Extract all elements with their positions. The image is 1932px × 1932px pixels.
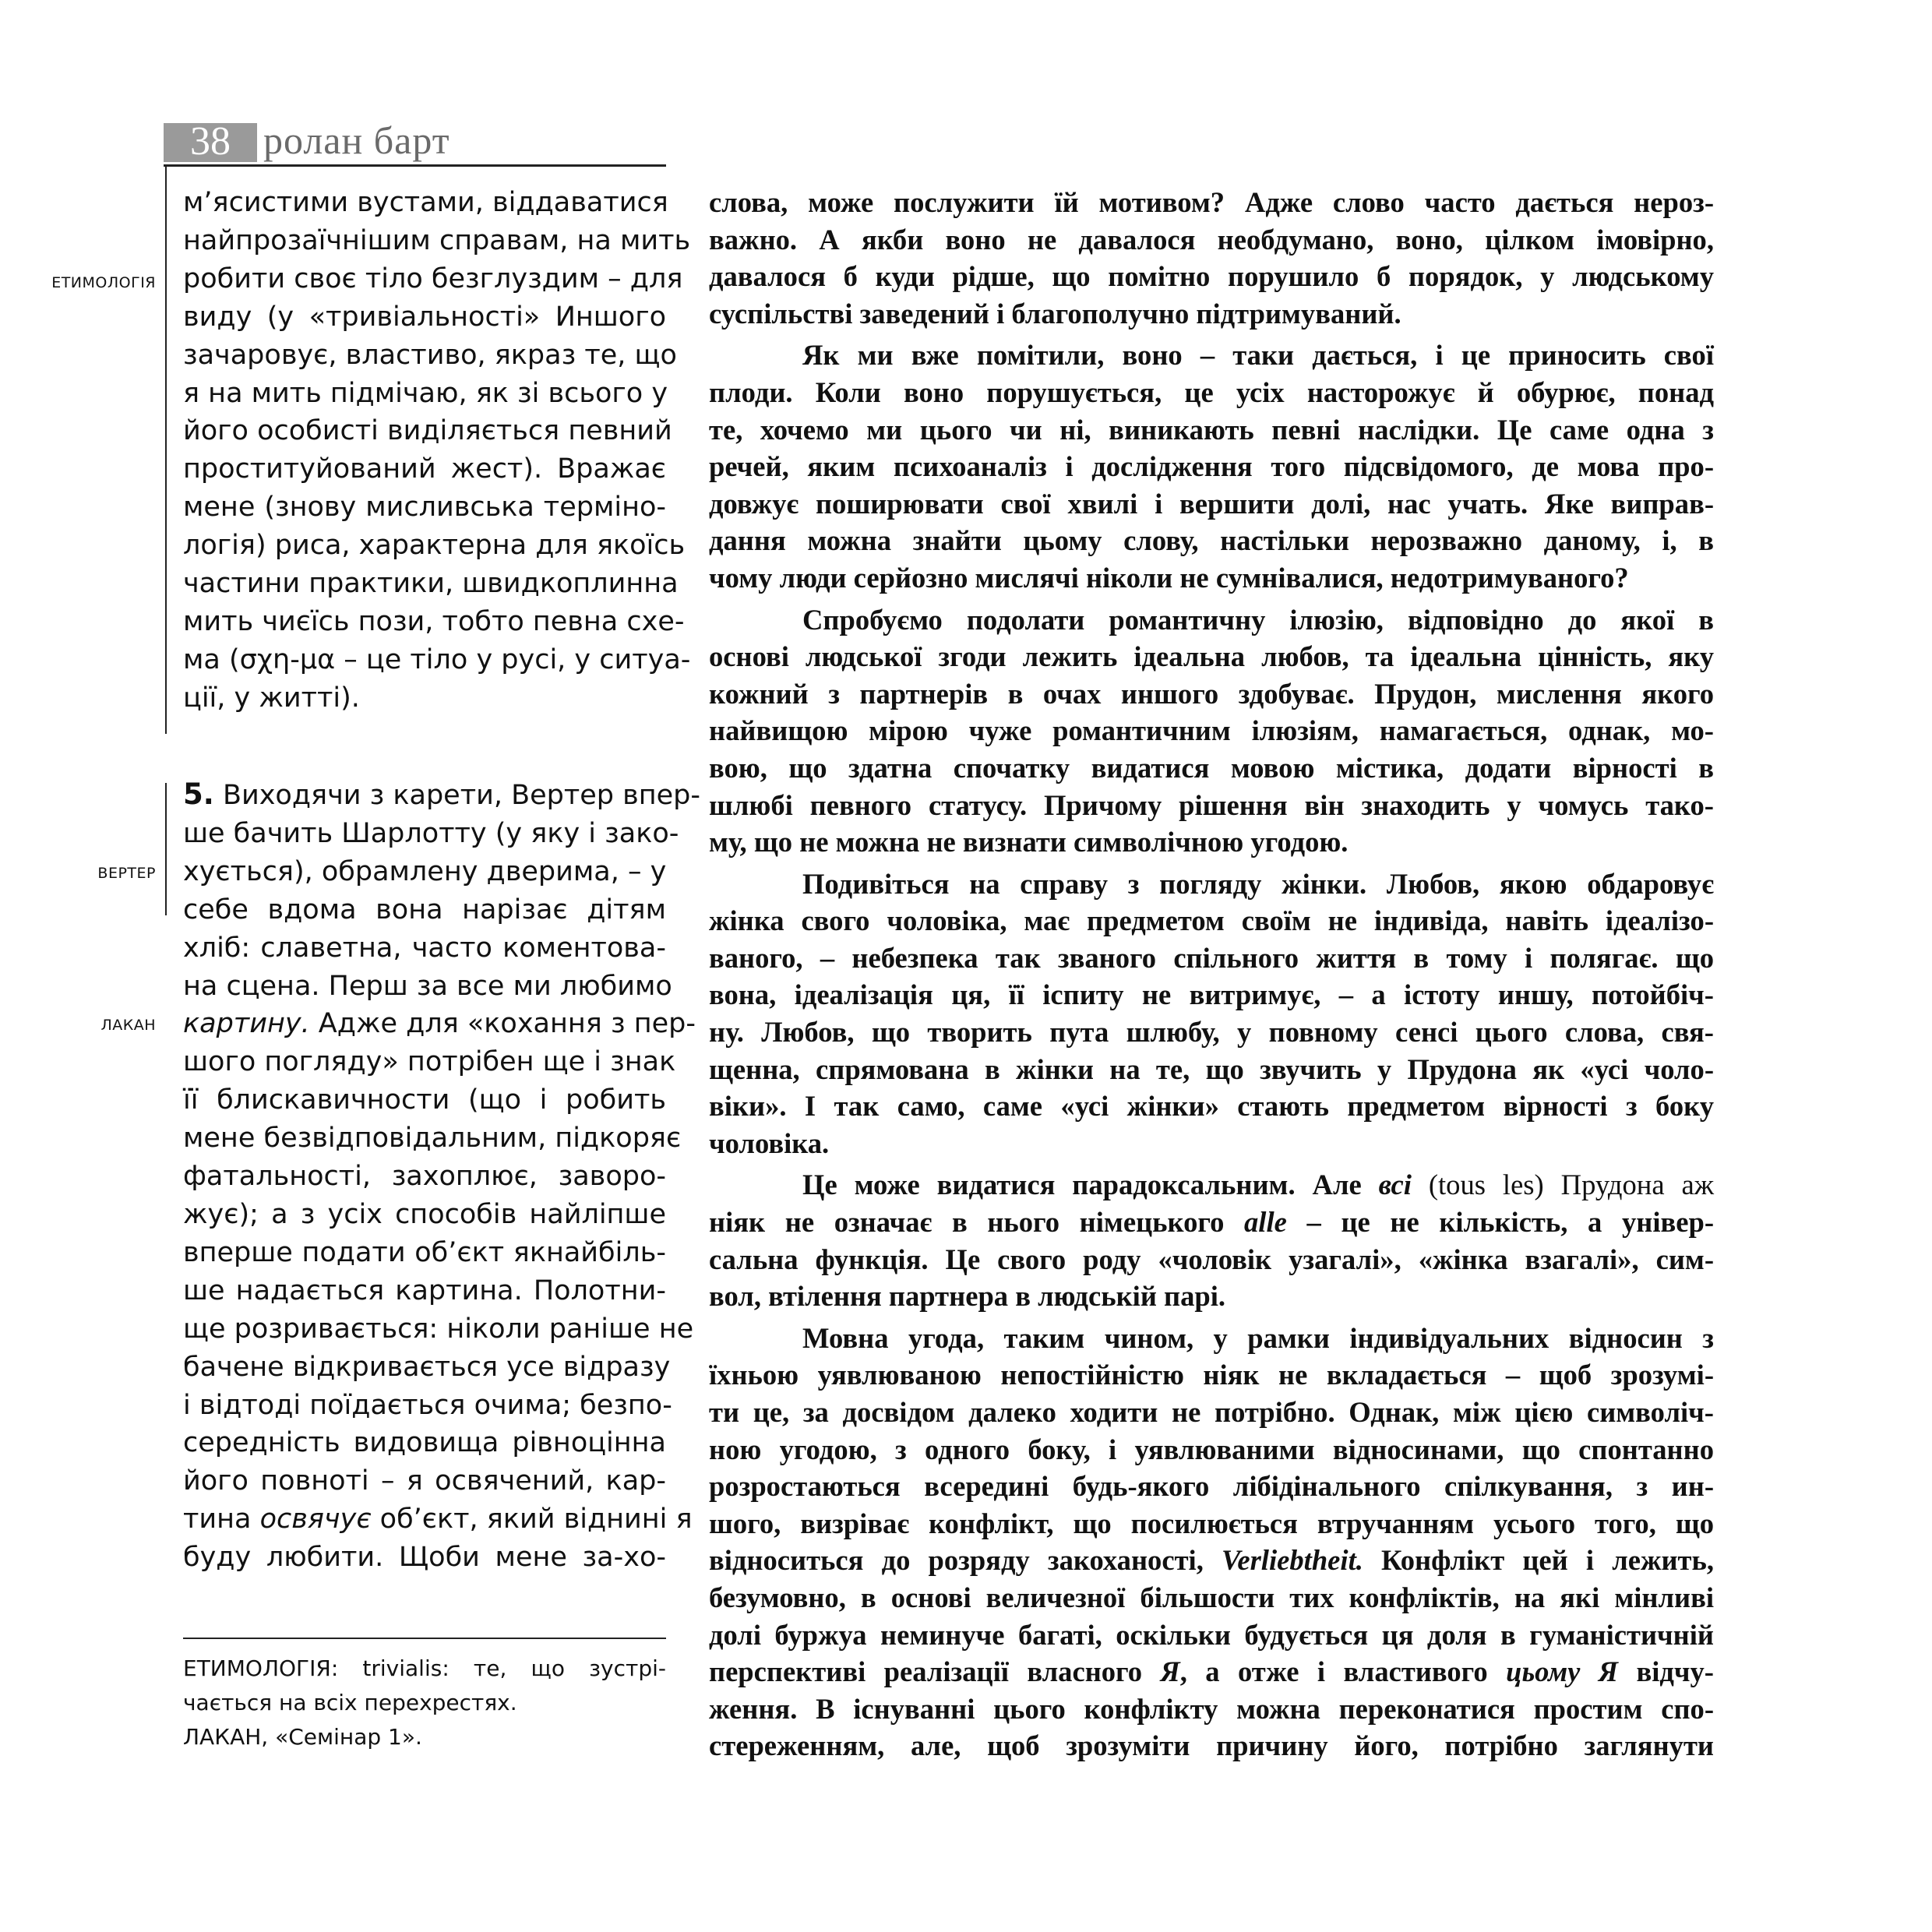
text-line: Як ми вже помітили, воно – таки дається, і це приносить свої: [802, 339, 1714, 372]
text-line: мене безвідповідальним, підкоряє: [183, 1123, 682, 1155]
text-line: хується), обрамлену дверима, – у: [183, 855, 667, 887]
left-paragraph-1: [183, 184, 691, 717]
text-line: ти це, за досвідом далеко ходити не потрібно. Однак, між цією символіч-: [709, 1396, 1714, 1428]
text-line: сальна функція. Це свого роду «чоловік узагалі», «жінка взагалі», сим-: [709, 1243, 1714, 1275]
margin-rule-top: [165, 165, 167, 734]
margin-note-etymology: ЕТИМОЛОГІЯ: [51, 274, 156, 291]
text-line: себе вдома вона нарізає дітям: [183, 894, 666, 925]
text-line: безумовно, в основі величезної більшости тих конфліктів, на які мінливі: [709, 1581, 1714, 1613]
text-line: вол, втілення партнера в людській парі.: [709, 1280, 1226, 1313]
text-line: важно. А якби воно не давалося необдумано, воно, цілком імовірно,: [709, 223, 1714, 256]
text-line: ною угодою, з одного боку, і уявлюваними відносинами, що спонтанно: [709, 1433, 1714, 1465]
text-line: їхньою уявлюваною непостійністю ніяк не вкладається – щоб зрозумі-: [709, 1359, 1714, 1391]
text-line: зачаровує, властиво, якраз те, що: [183, 339, 677, 371]
footnote-etymology-cont: чається на всіх перехрестях.: [183, 1690, 517, 1715]
text-line: віки». І так само, саме «усі жінки» стають предметом вірності з боку: [709, 1090, 1714, 1123]
footnote-etymology: ЕТИМОЛОГІЯ: trivialis: те, що зустрі-: [183, 1655, 666, 1681]
text-line: логія) риса, характерна для якоїсь: [183, 530, 686, 562]
text-line: мене (знову мисливська терміно-: [183, 492, 666, 524]
text-line: частини практики, швидкоплинна: [183, 568, 679, 600]
text-line: буду любити. Щоби мене за-хо-: [183, 1542, 666, 1574]
text-line: чоловіка.: [709, 1126, 830, 1159]
text-line: те, хочемо ми цього чи ні, виникають певні наслідки. Це саме одна з: [709, 413, 1714, 446]
text-line: вона, ідеалізація ця, її іспиту не витримує, – а істоту иншу, потойбіч-: [709, 978, 1714, 1011]
left-paragraph-2: [183, 776, 701, 1577]
text-line: суспільстві заведений і благополучно підтримуваний.: [709, 297, 1401, 330]
text-line: бачене відкривається усе відразу: [183, 1351, 671, 1383]
running-title: ролан барт: [263, 118, 450, 162]
text-line: ше бачить Шарлотту (у яку і зако-: [183, 817, 679, 849]
text-line: хліб: славетна, часто коментова-: [183, 932, 666, 964]
text-line: Мовна угода, таким чином, у рамки індивідуальних відносин з: [802, 1321, 1714, 1354]
right-paragraph-6: [709, 1320, 1714, 1765]
footnotes: [183, 1652, 666, 1754]
text-line: шого, визріває конфлікт, що посилюється втручанням усього того, що: [709, 1507, 1714, 1539]
text-line: шлюбі певного статусу. Причому рішення він знаходить у чомусь тако-: [709, 788, 1714, 821]
text-line: на сцена. Перш за все ми любимо: [183, 970, 672, 1002]
text-line: му, що не можна не визнати символічною угодою.: [709, 826, 1349, 858]
header-rule: [164, 164, 666, 167]
text-line: ції, у житті).: [183, 682, 360, 714]
text-line: 5. Виходячи з карети, Вертер впер-: [183, 777, 701, 811]
text-line: щенна, спрямована в жінки на те, що звучить у Прудона як «усі чоло-: [709, 1052, 1714, 1085]
text-line: Подивіться на справу з погляду жінки. Любов, якою обдаровує: [802, 867, 1714, 900]
text-line: долі буржуа неминуче багаті, оскільки будується ця доля в гуманістичній: [709, 1618, 1714, 1651]
text-line: ще розривається: ніколи раніше не: [183, 1313, 694, 1345]
text-line: я на мить підмічаю, як зі всього у: [183, 377, 668, 409]
text-line: жінка свого чоловіка, має предметом своїм не індивіда, навіть ідеалізо-: [709, 904, 1714, 937]
right-paragraph-3: [709, 601, 1714, 861]
text-line: найпрозаїчнішим справам, на мить: [183, 224, 691, 256]
text-line: ваного, – небезпека так званого спільного життя в тому і полягає. що: [709, 941, 1714, 974]
text-line: мить чиєїсь пози, тобто певна схе-: [183, 605, 685, 637]
margin-note-lacan: ЛАКАН: [100, 1017, 156, 1034]
text-line: картину. Адже для «кохання з пер-: [183, 1008, 696, 1040]
page-number: 38: [190, 119, 231, 164]
text-line: робити своє тіло безглуздим – для: [183, 263, 683, 294]
text-line: середність видовища рівноцінна: [183, 1427, 666, 1459]
text-line: його повноті – я освячений, кар-: [183, 1465, 666, 1497]
text-line: слова, може послужити їй мотивом? Адже слово часто дається нероз-: [709, 186, 1714, 218]
text-line: вперше подати об’єкт якнайбіль-: [183, 1236, 666, 1268]
text-line: шого погляду» потрібен ще і знак: [183, 1046, 676, 1078]
text-line: довжує поширювати свої хвилі і вершити долі, нас учать. Яке виправ-: [709, 487, 1714, 520]
text-line: ну. Любов, що творить пута шлюбу, у повному сенсі цього слова, свя-: [709, 1016, 1714, 1049]
text-line: плоди. Коли воно порушується, це усіх насторожує й обурює, понад: [709, 375, 1714, 408]
text-line: його особисті виділяється певний: [183, 415, 672, 447]
text-line: ма (σχη-μα – це тіло у русі, у ситуа-: [183, 643, 691, 675]
text-line: ніяк не означає в нього німецького alle – це не кількість, а універ-: [709, 1206, 1714, 1239]
margin-note-werther: ВЕРТЕР: [97, 865, 156, 882]
text-line: основі людської згоди лежить ідеальна любов, та ідеальна цінність, яку: [709, 640, 1714, 673]
text-line: найвищою мірою чуже романтичним ілюзіям, намагається, однак, мо-: [709, 714, 1714, 747]
footnote-lacan: ЛАКАН, «Семінар 1».: [183, 1724, 422, 1750]
text-line: речей, яким психоаналіз і дослідження того підсвідомого, де мова про-: [709, 450, 1714, 483]
text-line: давалося б куди рідше, що помітно порушило б порядок, у людському: [709, 260, 1714, 293]
text-line: відноситься до розряду закоханості, Verliebtheit. Конфлікт цей і лежить,: [709, 1544, 1714, 1577]
text-line: дання можна знайти цьому слову, настільки нерозважно даному, і, в: [709, 524, 1714, 557]
section-number: 5.: [183, 777, 214, 811]
text-line: чому люди серйозно мислячі ніколи не сумнівалися, недотримуваного?: [709, 561, 1629, 594]
right-paragraph-5: [709, 1166, 1714, 1314]
footnote-rule: [183, 1638, 666, 1639]
text-line: Це може видатися парадоксальним. Але всі (tous les) Прудона аж: [802, 1169, 1714, 1201]
margin-rule-bottom: [165, 783, 167, 915]
right-column: [709, 184, 1714, 1769]
text-line: Спробуємо подолати романтичну ілюзію, відповідно до якої в: [802, 603, 1714, 636]
text-line: стереженням, але, щоб зрозуміти причину його, потрібно заглянути: [709, 1729, 1714, 1762]
right-paragraph-2: [709, 337, 1714, 596]
right-paragraph-1: [709, 184, 1714, 332]
text-line: фатальності, захоплює, заворо-: [183, 1161, 666, 1193]
text-line: тина освячує об’єкт, який віднині я: [183, 1504, 693, 1535]
text-line: ження. В існуванні цього конфлікту можна переконатися простим спо-: [709, 1692, 1714, 1725]
right-paragraph-4: [709, 866, 1714, 1162]
text-line: ше надається картина. Полотни-: [183, 1274, 666, 1306]
text-line: перспективі реалізації власного Я, а отже і властивого цьому Я відчу-: [709, 1655, 1714, 1688]
text-line: її блискавичности (що і робить: [183, 1084, 666, 1116]
text-line: виду (у «тривіальності» Иншого: [183, 301, 666, 333]
text-line: проституйований жест). Вражає: [183, 453, 666, 485]
text-line: кожний з партнерів в очах иншого здобуває. Прудон, мислення якого: [709, 677, 1714, 710]
text-line: жує); а з усіх способів найліпше: [183, 1198, 666, 1230]
text-line: м’ясистими вустами, віддаватися: [183, 187, 668, 218]
text-line: і відтоді поїдається очима; безпо-: [183, 1389, 672, 1421]
text-line: вою, що здатна спочатку видатися мовою містика, додати вірності в: [709, 751, 1714, 784]
text-line: розростаються всередині будь-якого лібідінального спілкування, з ин-: [709, 1470, 1714, 1503]
